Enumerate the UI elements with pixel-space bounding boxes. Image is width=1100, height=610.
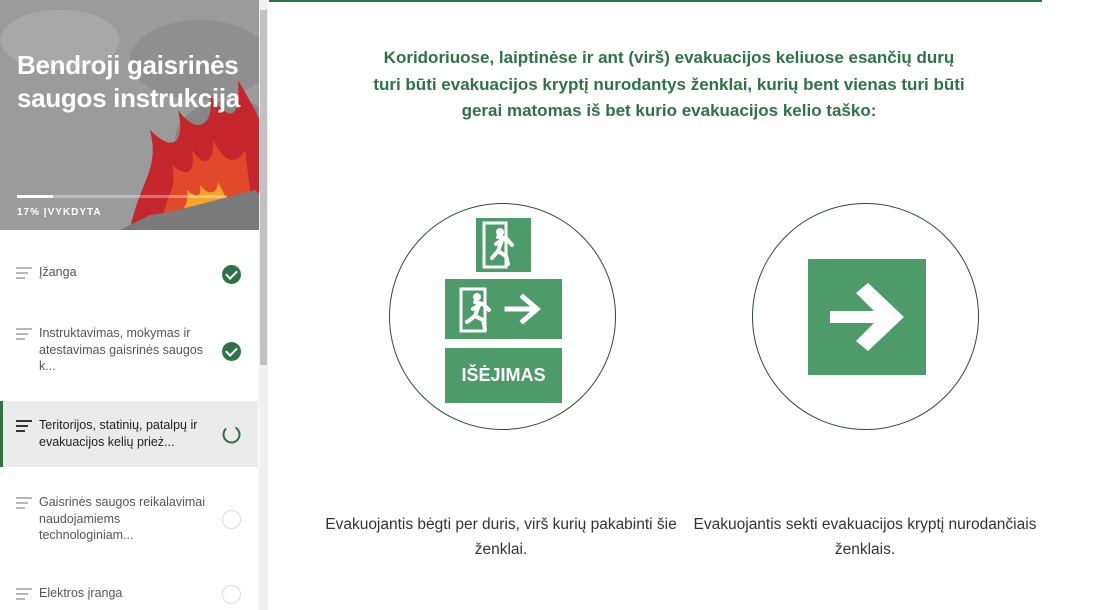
direction-sign-circle — [752, 203, 979, 430]
lesson-label: Įžanga — [39, 265, 77, 279]
lesson-item-elektros-iranga[interactable] — [0, 585, 258, 605]
exit-signs-circle — [389, 203, 616, 430]
lesson-label: Gaisrinės saugos reikalavimai naudojamiems technologiniam... — [39, 495, 206, 542]
course-sidebar — [0, 0, 260, 610]
lesson-item-gaisrines-saugos[interactable] — [0, 494, 258, 544]
lesson-label: Instruktavimas, mokymas ir atestavimas gaisrinės saugos k... — [39, 326, 203, 373]
lesson-label: Teritorijos, statinių, patalpų ir evakuacijos kelių prież... — [39, 418, 198, 449]
lesson-complete-icon — [222, 342, 241, 361]
lesson-in-progress-icon — [222, 425, 241, 444]
sidebar-scroll-thumb[interactable] — [260, 10, 267, 365]
lesson-complete-icon — [222, 265, 241, 284]
lesson-lines-icon — [16, 267, 32, 279]
lesson-label: Elektros įranga — [39, 586, 123, 600]
lesson-item-instruktavimas[interactable] — [0, 325, 258, 375]
course-progress-fill — [17, 195, 53, 198]
course-progress-label: 17% ĮVYKDYTA — [17, 207, 102, 218]
caption-exit-signs: Evakuojantis bėgti per duris, virš kurių pakabinti šie ženklai. — [325, 516, 677, 558]
lesson-lines-icon — [16, 420, 32, 432]
top-divider — [269, 0, 1042, 2]
emergency-exit-door-icon — [476, 218, 531, 272]
direction-arrow-sign-icon — [808, 259, 926, 375]
lesson-lines-icon — [16, 588, 32, 600]
course-header — [0, 0, 260, 230]
lesson-content — [269, 0, 1100, 610]
lesson-item-ivadas[interactable] — [0, 264, 258, 284]
lesson-lines-icon — [16, 497, 32, 509]
exit-arrow-sign-icon — [445, 279, 562, 339]
exit-text-sign — [445, 348, 562, 403]
caption-direction-sign: Evakuojantis sekti evakuacijos kryptį nurodančiais ženklais. — [693, 516, 1037, 558]
lesson-not-started-icon — [222, 510, 241, 529]
course-title: Bendroji gaisrinės saugos instrukcija — [17, 50, 240, 113]
exit-sign-text: IŠĖJIMAS — [461, 365, 546, 385]
lesson-not-started-icon — [222, 585, 241, 604]
lesson-item-teritorijos[interactable] — [0, 401, 258, 467]
course-progress-bar — [17, 195, 227, 198]
lesson-intro-text: Koridoriuose, laiptinėse ir ant (virš) evakuacijos keliuose esančių durų turi būti evakuacijos kryptį nurodantys ženklai, kurių bent vienas turi būti gerai matomas iš bet kurio evakuacijos kelio taško: — [373, 48, 965, 120]
sidebar-scrollbar[interactable] — [259, 0, 268, 610]
lesson-lines-icon — [16, 328, 32, 340]
